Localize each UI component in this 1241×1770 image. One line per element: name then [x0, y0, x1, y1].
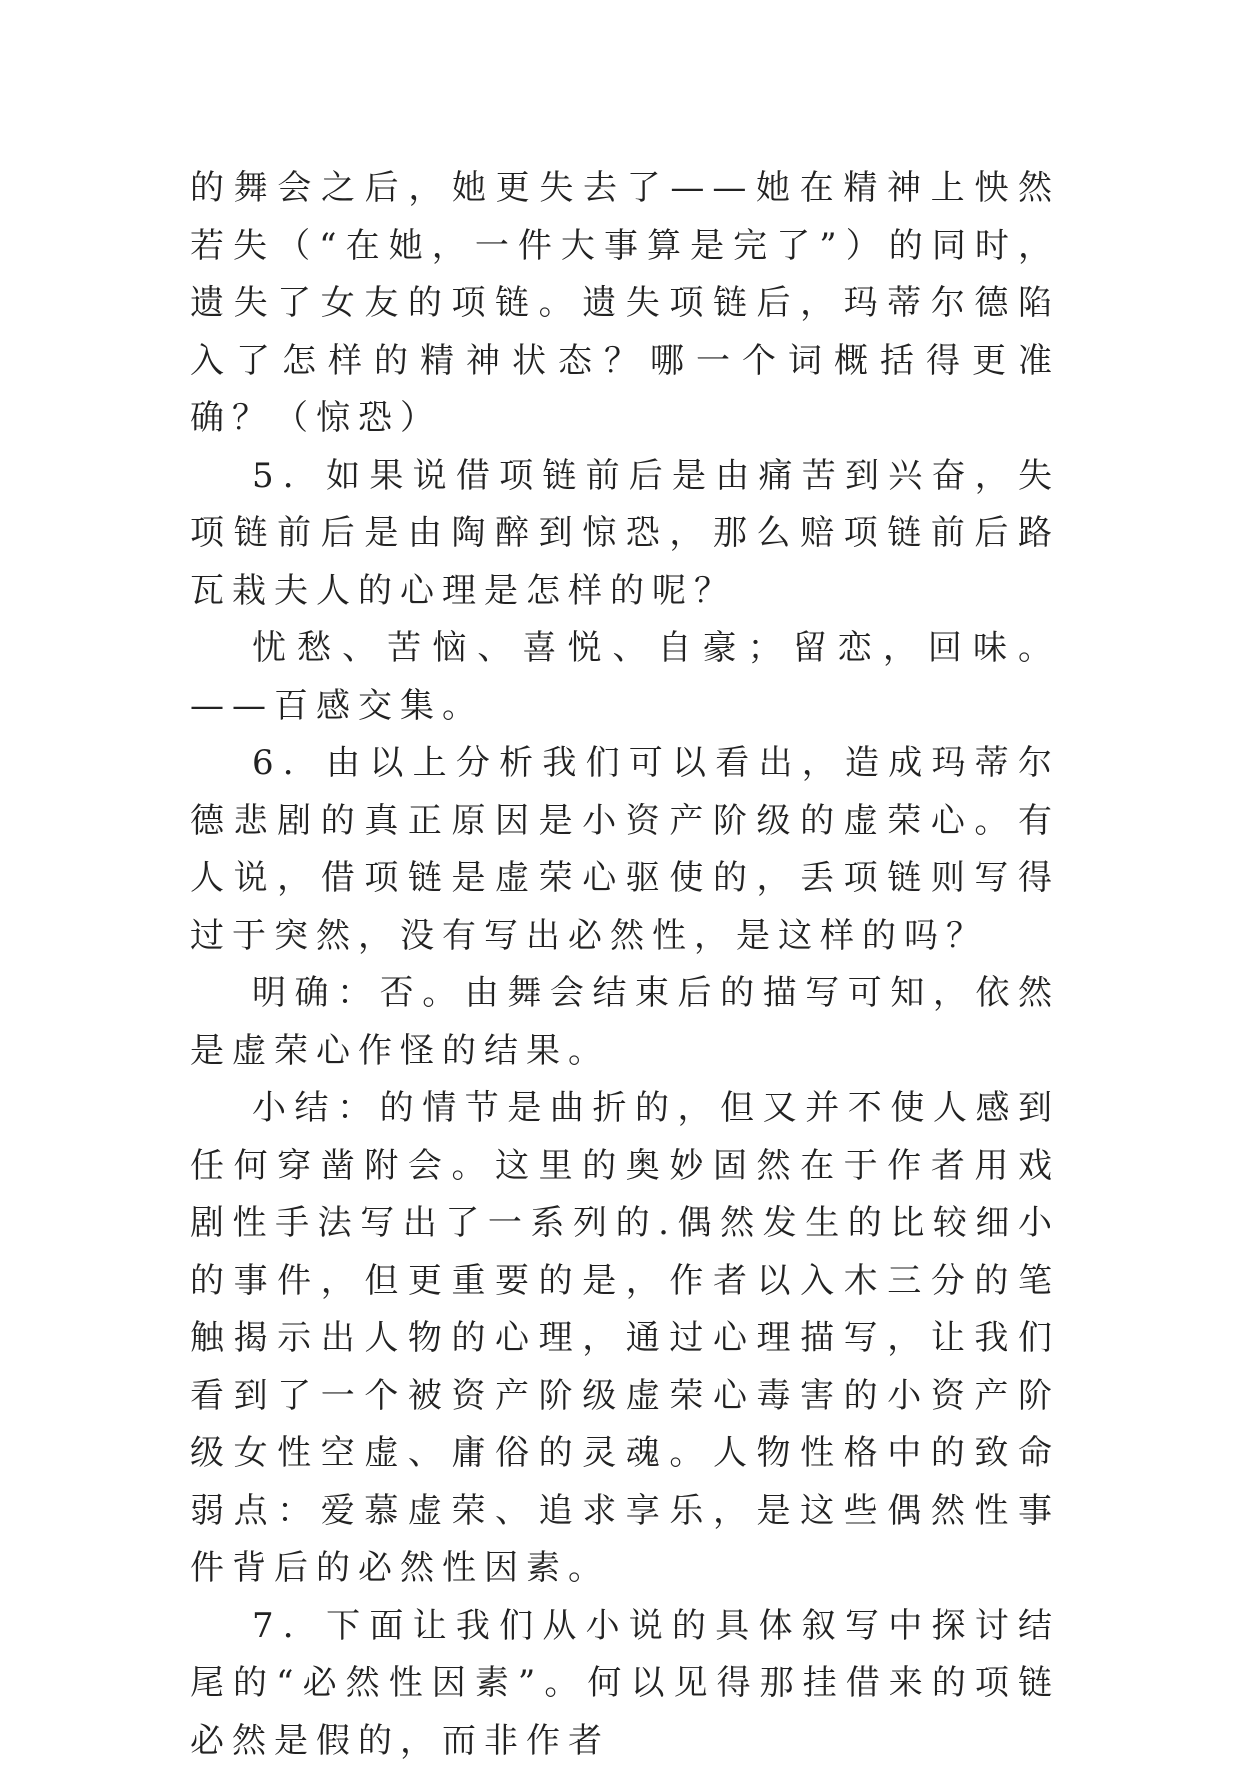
paragraph-question-7: 7．下面让我们从小说的具体叙写中探讨结尾的“必然性因素”。何以见得那挂借来的项链必然是假的，而非作者 — [190, 1598, 1060, 1770]
paragraph-continuation: 的舞会之后，她更失去了——她在精神上怏然若失（“在她，一件大事算是完了”）的同时，遗失了女友的项链。遗失项链后，玛蒂尔德陷入了怎样的精神状态？哪一个词概括得更准确？（惊恐） — [190, 160, 1060, 448]
paragraph-question-6: 6．由以上分析我们可以看出，造成玛蒂尔德悲剧的真正原因是小资产阶级的虚荣心。有人说，借项链是虚荣心驱使的，丢项链则写得过于突然，没有写出必然性，是这样的吗？ — [190, 735, 1060, 965]
paragraph-question-5: 5．如果说借项链前后是由痛苦到兴奋，失项链前后是由陶醉到惊恐，那么赔项链前后路瓦栽夫人的心理是怎样的呢？ — [190, 448, 1060, 621]
document-body — [190, 160, 1060, 1770]
paragraph-answer-6: 明确：否。由舞会结束后的描写可知，依然是虚荣心作怪的结果。 — [190, 965, 1060, 1080]
paragraph-summary: 小结：的情节是曲折的，但又并不使人感到任何穿凿附会。这里的奥妙固然在于作者用戏剧性手法写出了一系列的.偶然发生的比较细小的事件，但更重要的是，作者以入木三分的笔触揭示出人物的心理，通过心理描写，让我们看到了一个被资产阶级虚荣心毒害的小资产阶级女性空虚、庸俗的灵魂。人物性格中的致命弱点：爱慕虚荣、追求享乐，是这些偶然性事件背后的必然性因素。 — [190, 1080, 1060, 1598]
paragraph-answer-5: 忧愁、苦恼、喜悦、自豪；留恋，回味。——百感交集。 — [190, 620, 1060, 735]
